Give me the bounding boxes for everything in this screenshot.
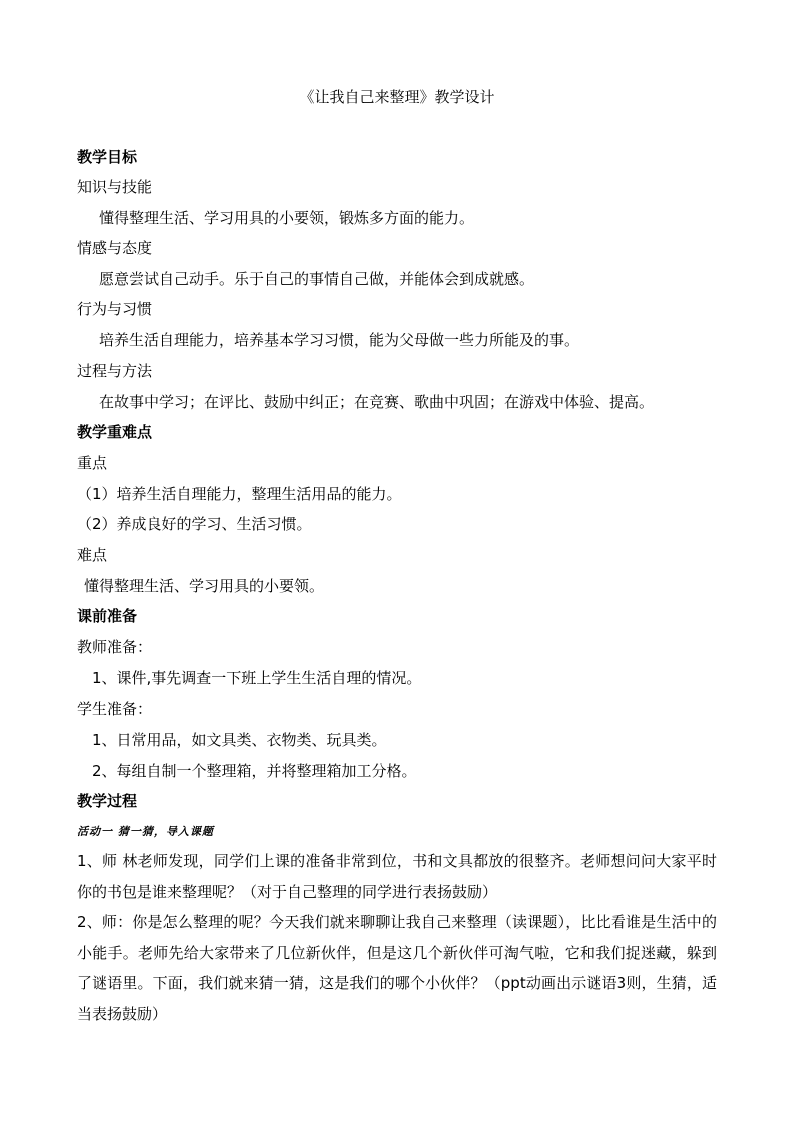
- process-method-text: 在故事中学习；在评比、鼓励中纠正；在竞赛、歌曲中巩固；在游戏中体验、提高。: [99, 393, 655, 411]
- key-item-2: （2）养成良好的学习、生活习惯。: [77, 515, 312, 533]
- key-item-1: （1）培养生活自理能力，整理生活用品的能力。: [77, 485, 402, 503]
- student-prep-item-1: 1、日常用品，如文具类、衣物类、玩具类。: [92, 731, 387, 749]
- subheading-difficulty: 难点: [77, 546, 108, 564]
- section-heading-objectives: 教学目标: [77, 148, 138, 166]
- subheading-emotion: 情感与态度: [77, 239, 153, 257]
- subheading-process: 过程与方法: [77, 362, 153, 380]
- knowledge-text: 懂得整理生活、学习用具的小要领，锻炼多方面的能力。: [99, 209, 475, 227]
- student-prep-item-2: 2、每组自制一个整理箱，并将整理箱加工分格。: [92, 762, 417, 780]
- subheading-key: 重点: [77, 454, 108, 472]
- subheading-student-prep: 学生准备：: [77, 700, 153, 718]
- document-title: 《让我自己来整理》教学设计: [299, 88, 495, 106]
- subheading-knowledge: 知识与技能: [77, 178, 153, 196]
- process-paragraph-2: 2、师：你是怎么整理的呢？今天我们就来聊聊让我自己来整理（读课题），比比看谁是生活中的小能手。老师先给大家带来了几位新伙伴，但是这几个新伙伴可淘气啦，它和我们捉迷藏，躲到了谜语里。下面，我们就来猜一猜，这是我们的哪个小伙伴？（ppt动画出示谜语3则，生猜，适当表扬鼓励）: [77, 913, 717, 1023]
- behavior-text: 培养生活自理能力，培养基本学习习惯，能为父母做一些力所能及的事。: [99, 331, 580, 349]
- teacher-prep-item-1: 1、课件,事先调查一下班上学生生活自理的情况。: [92, 669, 422, 687]
- subheading-teacher-prep: 教师准备：: [77, 638, 153, 656]
- activity-title: 活动一 猜一猜，导入课题: [77, 825, 214, 838]
- difficulty-text: 懂得整理生活、学习用具的小要领。: [84, 577, 325, 595]
- emotion-text: 愿意尝试自己动手。乐于自己的事情自己做，并能体会到成就感。: [99, 270, 535, 288]
- section-heading-preparation: 课前准备: [77, 607, 138, 625]
- section-heading-process: 教学过程: [77, 792, 138, 810]
- section-heading-key-points: 教学重难点: [77, 423, 153, 441]
- process-paragraph-1: 1、师 林老师发现，同学们上课的准备非常到位，书和文具都放的很整齐。老师想问问大家平时你的书包是谁来整理呢？（对于自己整理的同学进行表扬鼓励）: [77, 852, 717, 901]
- subheading-behavior: 行为与习惯: [77, 300, 153, 318]
